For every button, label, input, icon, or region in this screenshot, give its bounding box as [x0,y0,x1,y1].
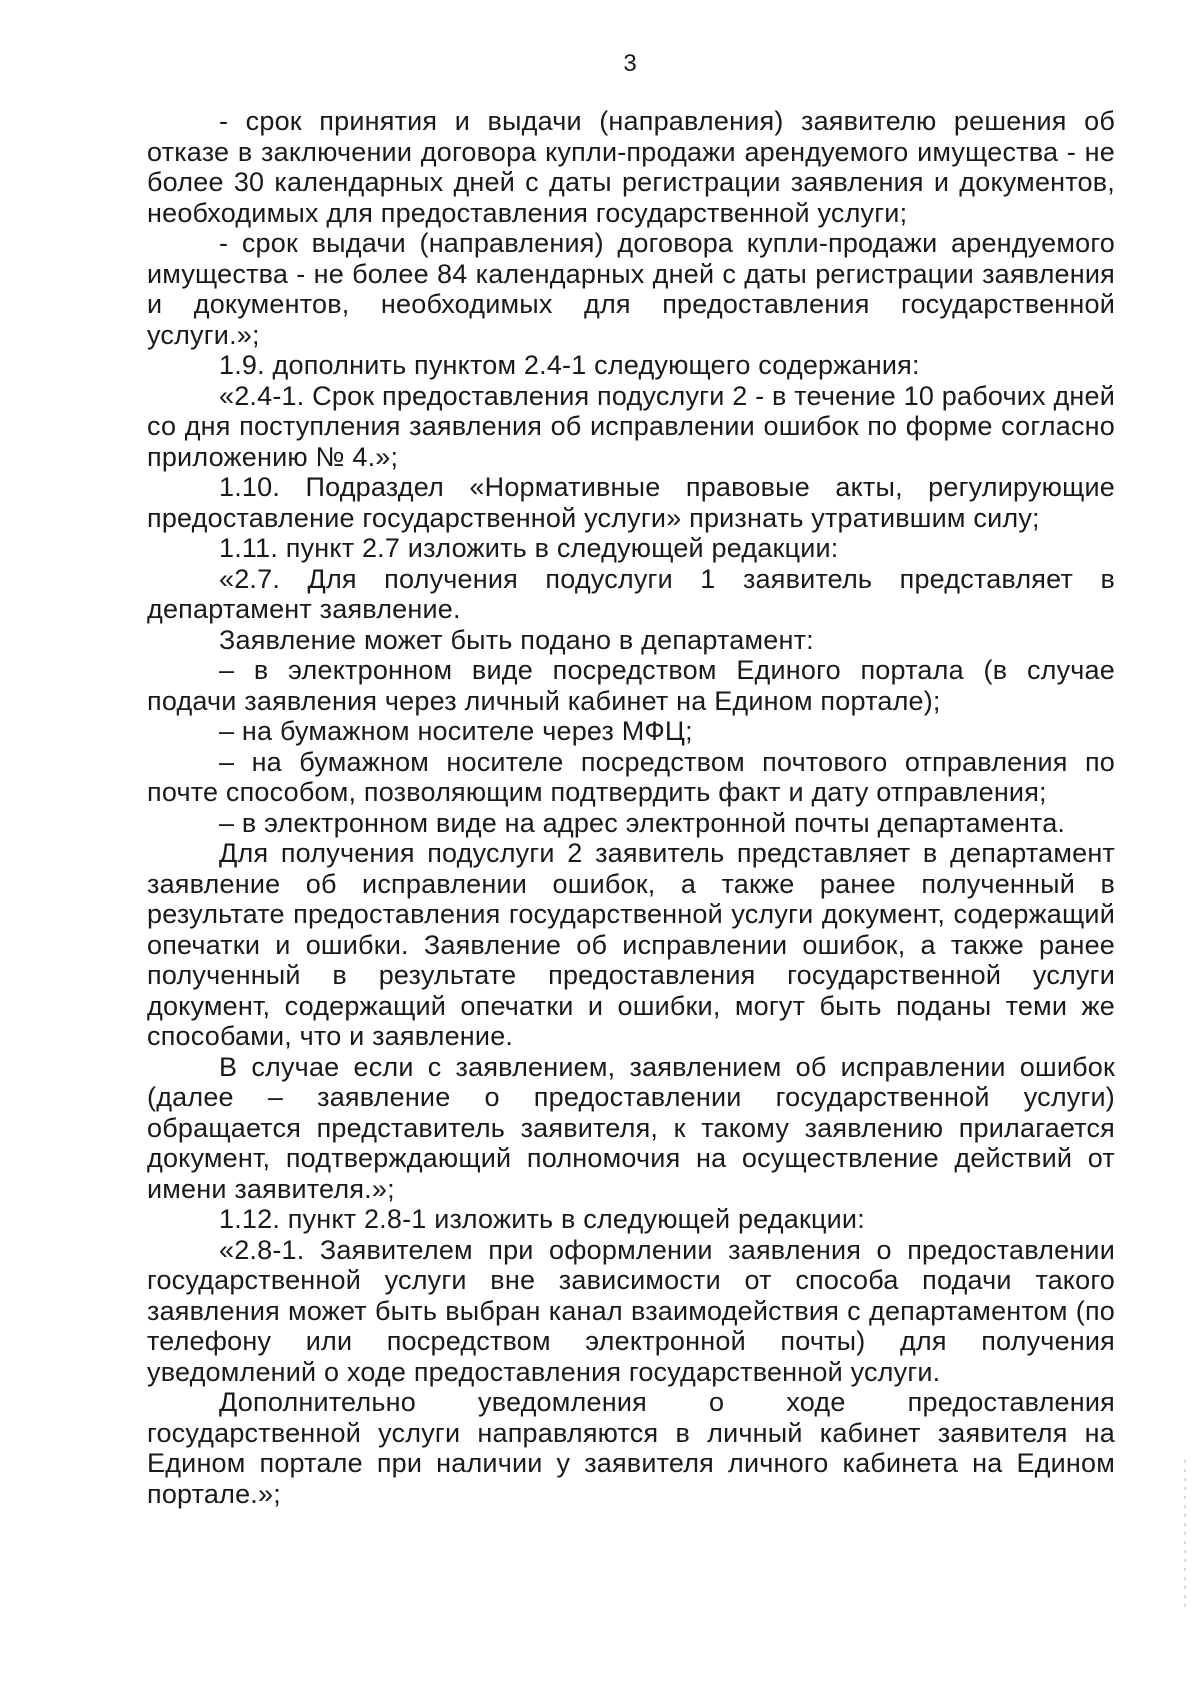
paragraph-1-12: 1.12. пункт 2.8-1 изложить в следующей редакции: [219,1204,865,1234]
paragraph-electronic-portal: – в электронном виде посредством Единого портала (в случае подачи заявления через личный кабинет на Едином портале); [147,655,1115,716]
paragraph-submission-intro: Заявление может быть подано в департамент: [219,624,814,655]
paragraph-2-4-1: «2.4-1. Срок предоставления подуслуги 2 - в течение 10 рабочих дней со дня поступления заявления об исправлении ошибок по форме согласно приложению № 4.»; [147,380,1116,472]
paragraph-representative: В случае если с заявлением, заявлением об исправлении ошибок (далее – заявление о предоставлении государственной услуги) обращается представитель заявителя, к такому заявлению прилагается документ, подтверждающий полномочия на осуществление действий от имени заявителя.»; [147,1051,1115,1204]
paragraph-contract-term: - срок выдачи (направления) договора купли-продажи арендуемого имущества - не более 84 календарных дней с даты регистрации заявления и документов, необходимых для предоставления государственной услуги.»; [147,228,1115,350]
paragraph-refusal-term: - срок принятия и выдачи (направления) заявителю решения об отказе в заключении договора купли-продажи арендуемого имущества - не более 30 календарных дней с даты регистрации заявления и документов, необходимых для предоставления государственной услуги; [147,106,1115,228]
paragraph-1-11: 1.11. пункт 2.7 изложить в следующей редакции: [219,533,839,563]
paragraph-paper-post: – на бумажном носителе посредством почтового отправления по почте способом, позволяющим подтвердить факт и дату отправления; [147,746,1115,807]
paragraph-additional-notifications: Дополнительно уведомления о ходе предоставления государственной услуги направляются в личный кабинет заявителя на Едином портале при наличии у заявителя личного кабинета на Едином портале.»; [147,1387,1115,1509]
paragraph-electronic-email: – в электронном виде на адрес электронной почты департамента. [219,807,1066,838]
page-number: 3 [623,50,637,77]
paragraph-1-9: 1.9. дополнить пунктом 2.4-1 следующего содержания: [219,350,920,380]
scan-edge-mark [1184,1460,1186,1610]
paragraph-1-10: 1.10. Подраздел «Нормативные правовые акты, регулирующие предоставление государственной услуги» признать утратившим силу; [147,472,1115,533]
paragraph-2-8-1: «2.8-1. Заявителем при оформлении заявления о предоставлении государственной услуги вне зависимости от способа подачи такого заявления может быть выбран канал взаимодействия с департаментом (по телефону или посредством электронной почты) для получения уведомлений о ходе предоставления государственной услуги. [147,1234,1115,1387]
paragraph-subservice-2: Для получения подуслуги 2 заявитель представляет в департамент заявление об исправлении ошибок, а также ранее полученный в результате предоставления государственной услуги документ, содержащий опечатки и ошибки. Заявление об исправлении ошибок, а также ранее полученный в результате предоставления государственной услуги документ, содержащий опечатки и ошибки, могут быть поданы теми же способами, что и заявление. [147,838,1115,1051]
document-body [147,106,1115,1509]
paragraph-2-7: «2.7. Для получения подуслуги 1 заявитель представляет в департамент заявление. [147,563,1115,624]
paragraph-paper-mfc: – на бумажном носителе через МФЦ; [219,716,693,746]
